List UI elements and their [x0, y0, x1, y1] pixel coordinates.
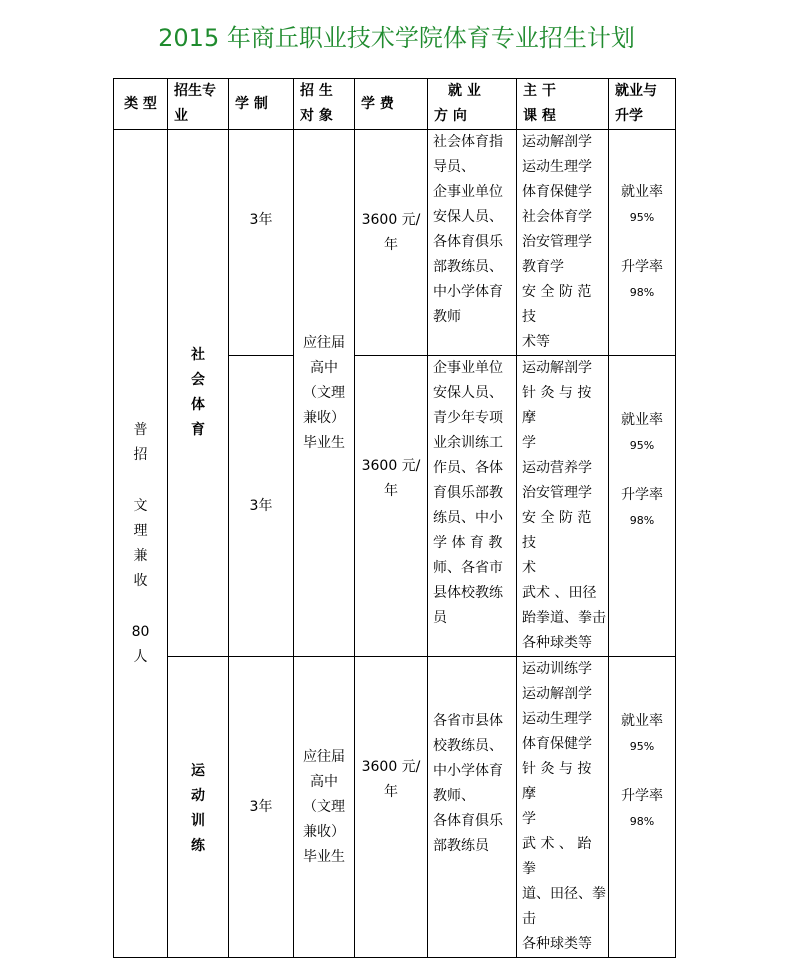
type-char: 80: [131, 623, 150, 640]
header-courses-line1: 主 干: [523, 83, 556, 99]
type-cell: [114, 130, 168, 958]
header-duration-label: 学 制: [235, 95, 268, 112]
target-line: 应往届: [303, 748, 345, 765]
course-line: 针 灸 与 按 摩: [522, 385, 592, 426]
type-char: 兼: [133, 547, 148, 564]
target-line: 兼收）: [303, 823, 345, 840]
type-char: 人: [133, 648, 148, 665]
course-line: 术等: [522, 334, 550, 350]
employment-value: 95%: [629, 439, 655, 452]
course-line: 击: [522, 911, 536, 927]
header-rate-line2: 升学: [615, 108, 643, 124]
career-cell: [428, 130, 517, 356]
career-line: 师、各省市: [433, 560, 503, 576]
duration-cell: [229, 657, 294, 958]
career-line: 社会体育指: [433, 134, 503, 150]
fee-line: 3600 元/: [361, 759, 421, 775]
course-line: 运动生理学: [522, 711, 592, 727]
career-line: 青少年专项: [433, 410, 503, 426]
fee-line: 年: [384, 237, 398, 253]
employment-label: 就业率: [621, 184, 663, 200]
career-cell: [428, 356, 517, 657]
fee-line: 年: [384, 483, 398, 499]
career-line: 各体育俱乐: [433, 234, 503, 250]
type-char: 招: [133, 446, 148, 463]
target-line: （文理: [303, 798, 345, 815]
header-type-label: 类 型: [124, 95, 157, 112]
further-label: 升学率: [621, 487, 663, 503]
header-career-line1: 就 业: [448, 83, 481, 99]
career-line: 安保人员、: [433, 209, 503, 225]
course-line: 武 术 、 跆 拳: [522, 836, 592, 877]
career-line: 校教练员、: [433, 738, 503, 754]
duration-cell: [229, 130, 294, 356]
courses-cell: [517, 356, 609, 657]
course-line: 学: [522, 811, 536, 827]
type-char: 普: [133, 421, 148, 438]
fee-cell: [355, 356, 428, 657]
course-line: 道、田径、拳: [522, 886, 606, 902]
header-career: [428, 79, 517, 130]
target-cell: [294, 130, 355, 657]
target-cell: [294, 657, 355, 958]
major-char: 社: [191, 347, 205, 363]
rate-cell: [609, 356, 676, 657]
career-line: 各体育俱乐: [433, 813, 503, 829]
further-value: 98%: [629, 815, 655, 828]
major-char: 会: [191, 372, 205, 388]
target-line: 毕业生: [303, 848, 345, 865]
career-line: 安保人员、: [433, 385, 503, 401]
target-line: 高中: [310, 359, 338, 376]
career-line: 部教练员: [433, 838, 489, 854]
employment-label: 就业率: [621, 412, 663, 428]
course-line: 安 全 防 范 技: [522, 510, 592, 551]
fee-line: 3600 元/: [361, 458, 421, 474]
header-fee-label: 学 费: [361, 95, 394, 112]
course-line: 运动解剖学: [522, 360, 592, 376]
further-label: 升学率: [621, 259, 663, 275]
course-line: 运动解剖学: [522, 134, 592, 150]
type-char: 收: [133, 572, 148, 589]
employment-label: 就业率: [621, 713, 663, 729]
header-career-line2: 方 向: [434, 108, 467, 124]
course-line: 跆拳道、拳击: [522, 610, 606, 626]
target-line: （文理: [303, 384, 345, 401]
course-line: 运动生理学: [522, 159, 592, 175]
career-line: 县体校教练: [433, 585, 503, 601]
career-line: 中小学体育: [433, 763, 503, 779]
course-line: 运动训练学: [522, 661, 592, 677]
major-char: 运: [191, 763, 205, 779]
major-social-pe: [168, 130, 229, 657]
table-row: [114, 657, 676, 958]
table-row: [114, 130, 676, 356]
target-line: 兼收）: [303, 409, 345, 426]
course-line: 针 灸 与 按 摩: [522, 761, 592, 802]
duration-value: 3年: [249, 212, 273, 228]
career-line: 部教练员、: [433, 259, 503, 275]
course-line: 体育保健学: [522, 184, 592, 200]
header-courses-line2: 课 程: [523, 108, 556, 124]
enrollment-plan-table: [113, 78, 676, 958]
header-duration: [229, 79, 294, 130]
major-char: 育: [191, 422, 205, 438]
duration-value: 3年: [249, 798, 273, 815]
career-line: 导员、: [433, 159, 475, 175]
courses-cell: [517, 657, 609, 958]
career-line: 育俱乐部教: [433, 485, 503, 501]
rate-cell: [609, 657, 676, 958]
course-line: 各种球类等: [522, 635, 592, 651]
duration-cell: [229, 356, 294, 657]
career-line: 企事业单位: [433, 184, 503, 200]
course-line: 治安管理学: [522, 485, 592, 501]
header-type: [114, 79, 168, 130]
major-sports-training: [168, 657, 229, 958]
course-line: 运动解剖学: [522, 686, 592, 702]
fee-line: 3600 元/: [361, 212, 421, 228]
career-line: 企事业单位: [433, 360, 503, 376]
header-rate-line1: 就业与: [615, 83, 657, 99]
header-rate: [609, 79, 676, 130]
career-line: 中小学体育: [433, 284, 503, 300]
header-major-line2: 业: [174, 108, 188, 124]
major-char: 练: [191, 838, 205, 854]
course-line: 各种球类等: [522, 936, 592, 952]
course-line: 术: [522, 560, 536, 576]
header-major-line1: 招生专: [174, 83, 216, 99]
fee-cell: [355, 657, 428, 958]
major-char: 体: [191, 397, 205, 413]
target-line: 应往届: [303, 334, 345, 351]
target-line: 毕业生: [303, 434, 345, 451]
career-line: 员: [433, 610, 447, 626]
header-courses: [517, 79, 609, 130]
course-line: 教育学: [522, 259, 564, 275]
course-line: 社会体育学: [522, 209, 592, 225]
employment-value: 95%: [629, 211, 655, 224]
type-char: 文: [133, 497, 148, 514]
course-line: 安 全 防 范 技: [522, 284, 592, 325]
courses-cell: [517, 130, 609, 356]
career-line: 教师: [433, 309, 461, 325]
career-line: 作员、各体: [433, 460, 503, 476]
course-line: 武术 、田径: [522, 585, 597, 601]
further-label: 升学率: [621, 788, 663, 804]
major-char: 训: [191, 813, 205, 829]
major-char: 动: [191, 788, 205, 804]
duration-value: 3年: [249, 497, 273, 514]
course-line: 学: [522, 435, 536, 451]
header-row: [114, 79, 676, 130]
header-target-line1: 招 生: [300, 83, 333, 99]
employment-value: 95%: [629, 740, 655, 753]
further-value: 98%: [629, 514, 655, 527]
career-cell: [428, 657, 517, 958]
header-target: [294, 79, 355, 130]
career-line: 练员、中小: [433, 510, 503, 526]
career-line: 各省市县体: [433, 713, 503, 729]
target-line: 高中: [310, 773, 338, 790]
fee-cell: [355, 130, 428, 356]
career-line: 教师、: [433, 788, 475, 804]
type-char: 理: [133, 522, 148, 539]
further-value: 98%: [629, 286, 655, 299]
fee-line: 年: [384, 784, 398, 800]
career-line: 学 体 育 教: [433, 535, 503, 551]
course-line: 治安管理学: [522, 234, 592, 250]
career-line: 业余训练工: [433, 435, 503, 451]
page-title: 2015 年商丘职业技术学院体育专业招生计划: [158, 24, 635, 52]
course-line: 运动营养学: [522, 460, 592, 476]
header-major: [168, 79, 229, 130]
course-line: 体育保健学: [522, 736, 592, 752]
rate-cell: [609, 130, 676, 356]
header-target-line2: 对 象: [300, 108, 333, 124]
header-fee: [355, 79, 428, 130]
